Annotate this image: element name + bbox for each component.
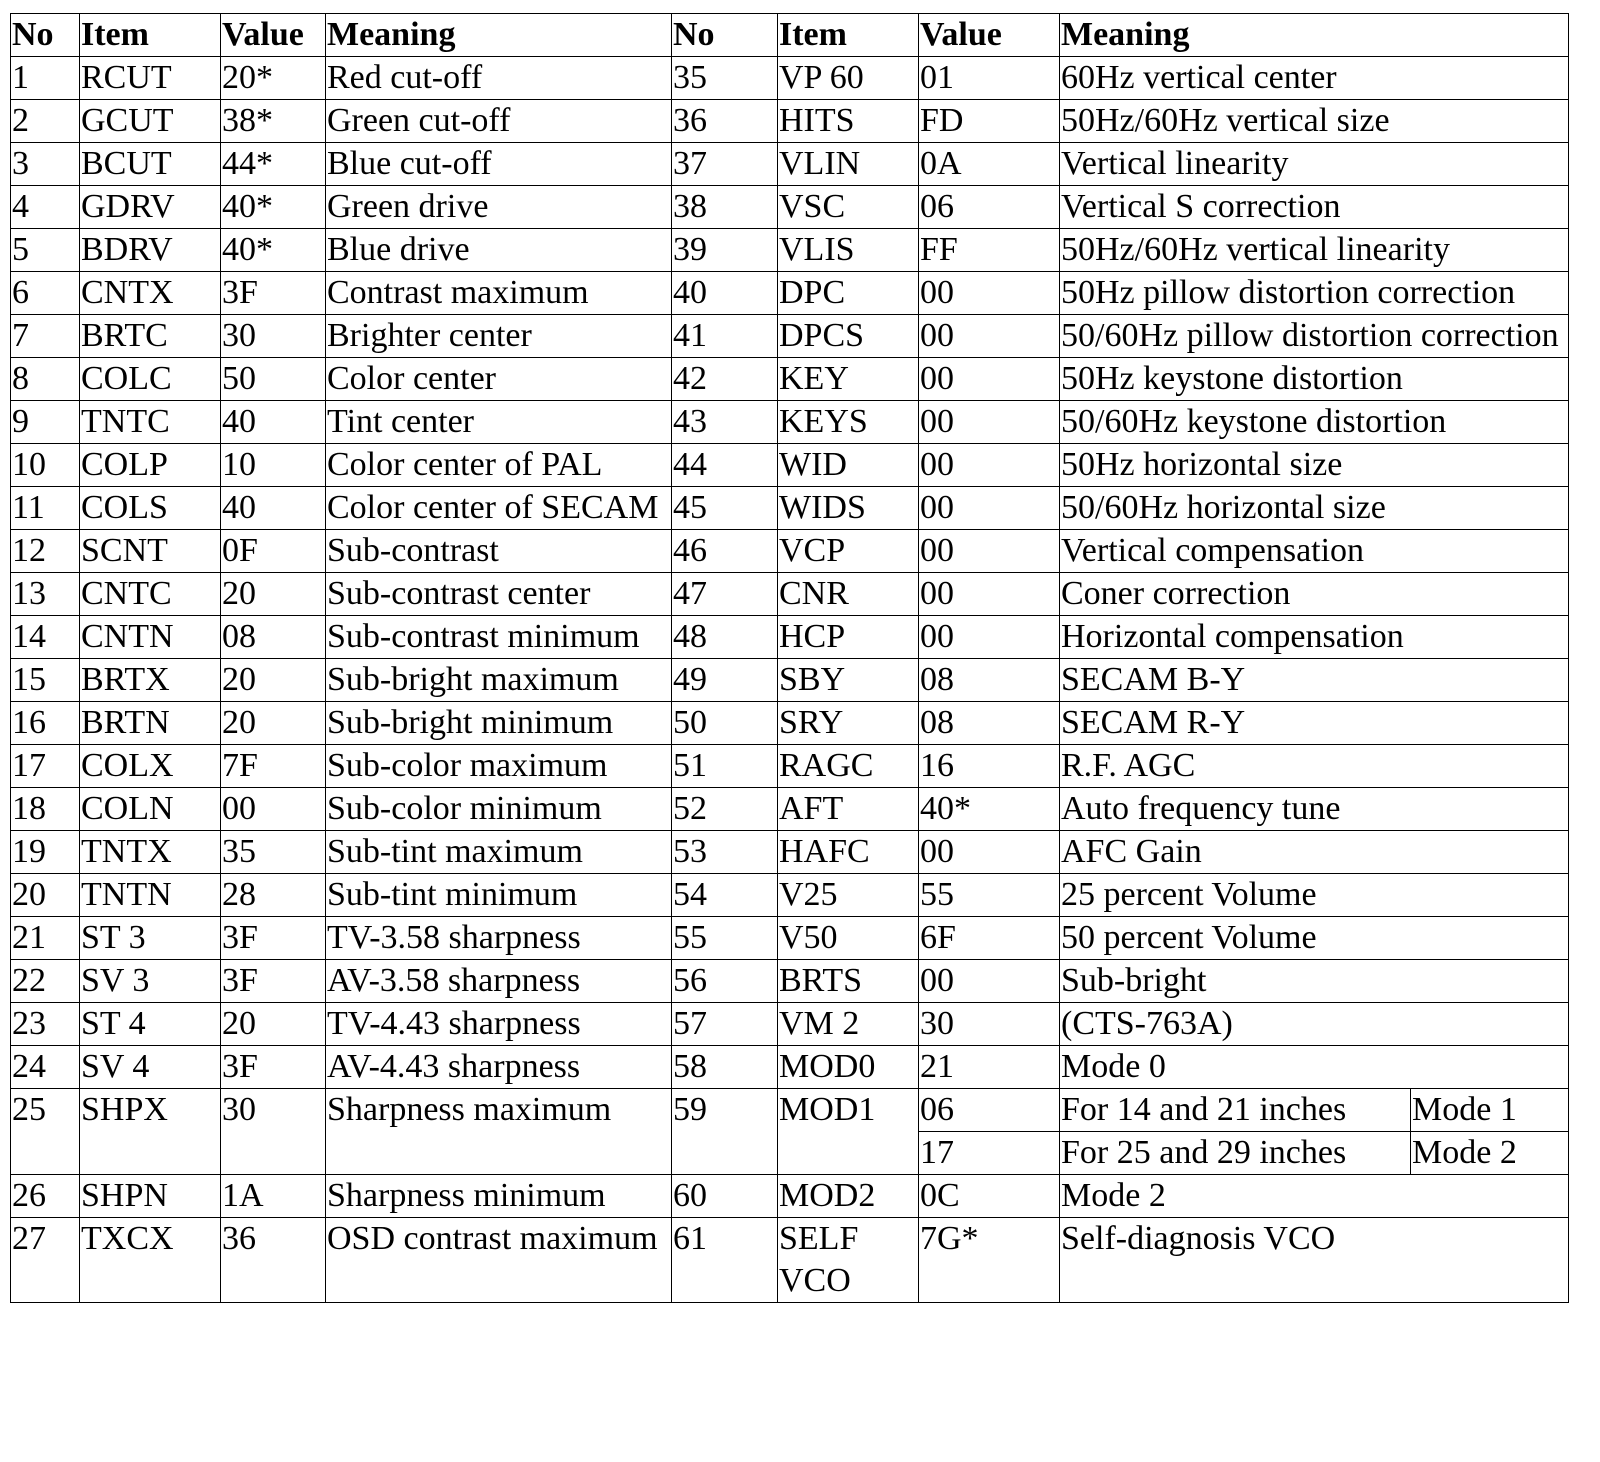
cell-item: BCUT: [80, 143, 221, 186]
table-row: [11, 272, 1569, 315]
cell-item: SELF VCO: [778, 1218, 919, 1303]
cell-value: 20: [221, 659, 326, 702]
cell-value: FD: [919, 100, 1060, 143]
cell-no: 11: [11, 487, 80, 530]
cell-value: 08: [919, 659, 1060, 702]
cell-no: 3: [11, 143, 80, 186]
cell-meaning: Vertical linearity: [1060, 143, 1569, 186]
table-row: [11, 573, 1569, 616]
cell-item: V25: [778, 874, 919, 917]
cell-item: SCNT: [80, 530, 221, 573]
cell-meaning: 50/60Hz horizontal size: [1060, 487, 1569, 530]
cell-meaning: 50/60Hz keystone distortion: [1060, 401, 1569, 444]
cell-value: 3F: [221, 960, 326, 1003]
cell-meaning: Tint center: [326, 401, 672, 444]
cell-no: 61: [672, 1218, 778, 1303]
cell-value: 00: [919, 444, 1060, 487]
cell-value: 0C: [919, 1175, 1060, 1218]
cell-meaning: AV-3.58 sharpness: [326, 960, 672, 1003]
cell-no: 40: [672, 272, 778, 315]
cell-value: 30: [919, 1003, 1060, 1046]
cell-meaning: 50Hz pillow distortion correction: [1060, 272, 1569, 315]
cell-value: 21: [919, 1046, 1060, 1089]
cell-no: 60: [672, 1175, 778, 1218]
cell-value: 10: [221, 444, 326, 487]
cell-item: MOD0: [778, 1046, 919, 1089]
cell-no: 6: [11, 272, 80, 315]
cell-no: 57: [672, 1003, 778, 1046]
header-meaning-right: Meaning: [1060, 14, 1569, 57]
cell-meaning: 50/60Hz pillow distortion correction: [1060, 315, 1569, 358]
table-body: [11, 57, 1569, 1303]
cell-item: V50: [778, 917, 919, 960]
cell-no: 54: [672, 874, 778, 917]
service-adjustment-table: [10, 13, 1569, 1303]
cell-value: 00: [919, 616, 1060, 659]
cell-item: COLN: [80, 788, 221, 831]
cell-item: HCP: [778, 616, 919, 659]
cell-value: 20: [221, 573, 326, 616]
cell-meaning: 50Hz/60Hz vertical size: [1060, 100, 1569, 143]
cell-item: AFT: [778, 788, 919, 831]
cell-item: VLIS: [778, 229, 919, 272]
cell-value: 7F: [221, 745, 326, 788]
cell-no: 17: [11, 745, 80, 788]
cell-item: ST 4: [80, 1003, 221, 1046]
cell-no: 38: [672, 186, 778, 229]
cell-meaning: Green drive: [326, 186, 672, 229]
cell-item: BRTC: [80, 315, 221, 358]
cell-item: CNTX: [80, 272, 221, 315]
header-item-right: Item: [778, 14, 919, 57]
table-row: [11, 143, 1569, 186]
cell-no: 22: [11, 960, 80, 1003]
cell-item: TXCX: [80, 1218, 221, 1303]
cell-meaning: 50Hz/60Hz vertical linearity: [1060, 229, 1569, 272]
header-meaning-left: Meaning: [326, 14, 672, 57]
cell-item: COLC: [80, 358, 221, 401]
cell-value: 20: [221, 1003, 326, 1046]
cell-no: 7: [11, 315, 80, 358]
cell-meaning: SECAM B-Y: [1060, 659, 1569, 702]
cell-meaning: Sub-bright maximum: [326, 659, 672, 702]
cell-no: 53: [672, 831, 778, 874]
cell-item: VLIN: [778, 143, 919, 186]
cell-no: 52: [672, 788, 778, 831]
cell-meaning: Coner correction: [1060, 573, 1569, 616]
cell-item: MOD2: [778, 1175, 919, 1218]
cell-item: COLP: [80, 444, 221, 487]
cell-no: 25: [11, 1089, 80, 1175]
cell-no: 24: [11, 1046, 80, 1089]
cell-value: 00: [919, 401, 1060, 444]
cell-item: DPC: [778, 272, 919, 315]
cell-no: 47: [672, 573, 778, 616]
cell-value: 08: [221, 616, 326, 659]
cell-item: WIDS: [778, 487, 919, 530]
cell-item: VP 60: [778, 57, 919, 100]
cell-item: COLS: [80, 487, 221, 530]
cell-no: 48: [672, 616, 778, 659]
table-row: [11, 530, 1569, 573]
cell-value: 00: [919, 960, 1060, 1003]
cell-meaning: Color center: [326, 358, 672, 401]
cell-mode: Mode 1: [1411, 1089, 1569, 1132]
cell-meaning: Sub-color minimum: [326, 788, 672, 831]
cell-item: GDRV: [80, 186, 221, 229]
cell-meaning: TV-3.58 sharpness: [326, 917, 672, 960]
cell-no: 19: [11, 831, 80, 874]
cell-meaning: Red cut-off: [326, 57, 672, 100]
table-row: [11, 401, 1569, 444]
cell-no: 49: [672, 659, 778, 702]
cell-meaning: Sub-bright minimum: [326, 702, 672, 745]
cell-item: VM 2: [778, 1003, 919, 1046]
cell-no: 12: [11, 530, 80, 573]
cell-no: 9: [11, 401, 80, 444]
cell-value: 30: [221, 1089, 326, 1175]
cell-meaning: (CTS-763A): [1060, 1003, 1569, 1046]
cell-value: 00: [919, 487, 1060, 530]
cell-item: CNTN: [80, 616, 221, 659]
cell-no: 58: [672, 1046, 778, 1089]
cell-no: 13: [11, 573, 80, 616]
cell-item: TNTN: [80, 874, 221, 917]
cell-item: RCUT: [80, 57, 221, 100]
cell-no: 50: [672, 702, 778, 745]
cell-value: 40: [221, 401, 326, 444]
cell-value: 01: [919, 57, 1060, 100]
table-row: [11, 1046, 1569, 1089]
cell-item: SBY: [778, 659, 919, 702]
table-row: [11, 315, 1569, 358]
cell-value: 0F: [221, 530, 326, 573]
cell-item: CNR: [778, 573, 919, 616]
cell-item: BRTS: [778, 960, 919, 1003]
cell-meaning: For 25 and 29 inches: [1060, 1132, 1411, 1175]
cell-no: 4: [11, 186, 80, 229]
cell-meaning: Sub-contrast: [326, 530, 672, 573]
cell-meaning: TV-4.43 sharpness: [326, 1003, 672, 1046]
table-row: [11, 186, 1569, 229]
cell-value: 40*: [221, 229, 326, 272]
cell-item: GCUT: [80, 100, 221, 143]
table-row: [11, 1089, 1569, 1132]
cell-meaning: 60Hz vertical center: [1060, 57, 1569, 100]
cell-meaning: Sub-contrast minimum: [326, 616, 672, 659]
table-row: [11, 1218, 1569, 1303]
cell-no: 46: [672, 530, 778, 573]
cell-value: 36: [221, 1218, 326, 1303]
table-row: [11, 702, 1569, 745]
cell-item: SHPN: [80, 1175, 221, 1218]
cell-value: 20: [221, 702, 326, 745]
header-no-left: No: [11, 14, 80, 57]
cell-no: 55: [672, 917, 778, 960]
cell-item: COLX: [80, 745, 221, 788]
cell-value: 3F: [221, 1046, 326, 1089]
cell-value: 44*: [221, 143, 326, 186]
cell-item: HAFC: [778, 831, 919, 874]
cell-no: 8: [11, 358, 80, 401]
cell-item: SRY: [778, 702, 919, 745]
table-row: [11, 788, 1569, 831]
cell-no: 44: [672, 444, 778, 487]
cell-no: 23: [11, 1003, 80, 1046]
cell-value: 00: [919, 831, 1060, 874]
cell-no: 43: [672, 401, 778, 444]
table-row: [11, 487, 1569, 530]
cell-item: CNTC: [80, 573, 221, 616]
cell-no: 36: [672, 100, 778, 143]
cell-item: DPCS: [778, 315, 919, 358]
cell-value: 06: [919, 186, 1060, 229]
cell-no: 27: [11, 1218, 80, 1303]
cell-meaning: Green cut-off: [326, 100, 672, 143]
cell-value: 38*: [221, 100, 326, 143]
table-row: [11, 1003, 1569, 1046]
cell-item: BRTX: [80, 659, 221, 702]
cell-no: 51: [672, 745, 778, 788]
cell-value: 16: [919, 745, 1060, 788]
cell-value: 30: [221, 315, 326, 358]
cell-value: 3F: [221, 917, 326, 960]
cell-item: RAGC: [778, 745, 919, 788]
cell-meaning: Sharpness maximum: [326, 1089, 672, 1175]
cell-no: 16: [11, 702, 80, 745]
cell-item: SV 4: [80, 1046, 221, 1089]
cell-value: 7G*: [919, 1218, 1060, 1303]
cell-meaning: Blue drive: [326, 229, 672, 272]
cell-meaning: OSD contrast maximum: [326, 1218, 672, 1303]
cell-no: 26: [11, 1175, 80, 1218]
table-row: [11, 100, 1569, 143]
cell-item: WID: [778, 444, 919, 487]
table-row: [11, 917, 1569, 960]
cell-value: 00: [919, 272, 1060, 315]
cell-no: 41: [672, 315, 778, 358]
cell-meaning: Horizontal compensation: [1060, 616, 1569, 659]
cell-item: TNTX: [80, 831, 221, 874]
cell-value: 00: [919, 315, 1060, 358]
cell-item: ST 3: [80, 917, 221, 960]
cell-value: 28: [221, 874, 326, 917]
cell-item: VCP: [778, 530, 919, 573]
cell-value: 00: [919, 530, 1060, 573]
cell-value: 08: [919, 702, 1060, 745]
table-row: [11, 229, 1569, 272]
cell-value: 06: [919, 1089, 1060, 1132]
cell-meaning: Sharpness minimum: [326, 1175, 672, 1218]
header-no-right: No: [672, 14, 778, 57]
cell-item: SV 3: [80, 960, 221, 1003]
cell-value: 00: [221, 788, 326, 831]
cell-meaning: Sub-bright: [1060, 960, 1569, 1003]
cell-no: 18: [11, 788, 80, 831]
cell-no: 42: [672, 358, 778, 401]
cell-meaning: Mode 2: [1060, 1175, 1569, 1218]
table-row: [11, 616, 1569, 659]
cell-meaning: R.F. AGC: [1060, 745, 1569, 788]
cell-meaning: SECAM R-Y: [1060, 702, 1569, 745]
table-row: [11, 1175, 1569, 1218]
cell-no: 59: [672, 1089, 778, 1175]
cell-meaning: Sub-tint minimum: [326, 874, 672, 917]
cell-meaning: 50Hz horizontal size: [1060, 444, 1569, 487]
cell-item: KEYS: [778, 401, 919, 444]
cell-meaning: 50 percent Volume: [1060, 917, 1569, 960]
cell-value: 3F: [221, 272, 326, 315]
cell-item: BDRV: [80, 229, 221, 272]
cell-mode: Mode 2: [1411, 1132, 1569, 1175]
cell-value: FF: [919, 229, 1060, 272]
table-row: [11, 358, 1569, 401]
cell-value: 50: [221, 358, 326, 401]
cell-item: KEY: [778, 358, 919, 401]
header-row: [11, 14, 1569, 57]
cell-value: 40*: [221, 186, 326, 229]
cell-meaning: 50Hz keystone distortion: [1060, 358, 1569, 401]
cell-no: 37: [672, 143, 778, 186]
cell-no: 45: [672, 487, 778, 530]
table-row: [11, 444, 1569, 487]
cell-meaning: Contrast maximum: [326, 272, 672, 315]
cell-value: 17: [919, 1132, 1060, 1175]
cell-value: 55: [919, 874, 1060, 917]
cell-item: BRTN: [80, 702, 221, 745]
cell-meaning: Blue cut-off: [326, 143, 672, 186]
cell-item: HITS: [778, 100, 919, 143]
cell-meaning: Mode 0: [1060, 1046, 1569, 1089]
cell-meaning: Brighter center: [326, 315, 672, 358]
cell-meaning: Color center of PAL: [326, 444, 672, 487]
table-row: [11, 57, 1569, 100]
cell-value: 00: [919, 573, 1060, 616]
cell-no: 14: [11, 616, 80, 659]
cell-meaning: Auto frequency tune: [1060, 788, 1569, 831]
cell-no: 20: [11, 874, 80, 917]
table-row: [11, 831, 1569, 874]
cell-meaning: Sub-contrast center: [326, 573, 672, 616]
cell-meaning: Sub-tint maximum: [326, 831, 672, 874]
cell-value: 20*: [221, 57, 326, 100]
cell-value: 00: [919, 358, 1060, 401]
header-value-left: Value: [221, 14, 326, 57]
cell-meaning: AV-4.43 sharpness: [326, 1046, 672, 1089]
cell-no: 15: [11, 659, 80, 702]
cell-item: TNTC: [80, 401, 221, 444]
cell-value: 1A: [221, 1175, 326, 1218]
cell-meaning: Self-diagnosis VCO: [1060, 1218, 1569, 1303]
cell-item: SHPX: [80, 1089, 221, 1175]
cell-value: 6F: [919, 917, 1060, 960]
table-row: [11, 659, 1569, 702]
table-row: [11, 874, 1569, 917]
cell-no: 39: [672, 229, 778, 272]
cell-no: 56: [672, 960, 778, 1003]
header-value-right: Value: [919, 14, 1060, 57]
cell-meaning: Color center of SECAM: [326, 487, 672, 530]
cell-value: 40*: [919, 788, 1060, 831]
cell-no: 5: [11, 229, 80, 272]
header-item-left: Item: [80, 14, 221, 57]
table-row: [11, 960, 1569, 1003]
cell-no: 10: [11, 444, 80, 487]
cell-meaning: Sub-color maximum: [326, 745, 672, 788]
cell-no: 35: [672, 57, 778, 100]
cell-value: 35: [221, 831, 326, 874]
table-row: [11, 745, 1569, 788]
cell-meaning: AFC Gain: [1060, 831, 1569, 874]
cell-value: 0A: [919, 143, 1060, 186]
cell-meaning: 25 percent Volume: [1060, 874, 1569, 917]
cell-meaning: Vertical compensation: [1060, 530, 1569, 573]
cell-item: VSC: [778, 186, 919, 229]
cell-meaning: For 14 and 21 inches: [1060, 1089, 1411, 1132]
cell-no: 1: [11, 57, 80, 100]
cell-meaning: Vertical S correction: [1060, 186, 1569, 229]
cell-no: 2: [11, 100, 80, 143]
cell-item: MOD1: [778, 1089, 919, 1175]
cell-value: 40: [221, 487, 326, 530]
cell-no: 21: [11, 917, 80, 960]
